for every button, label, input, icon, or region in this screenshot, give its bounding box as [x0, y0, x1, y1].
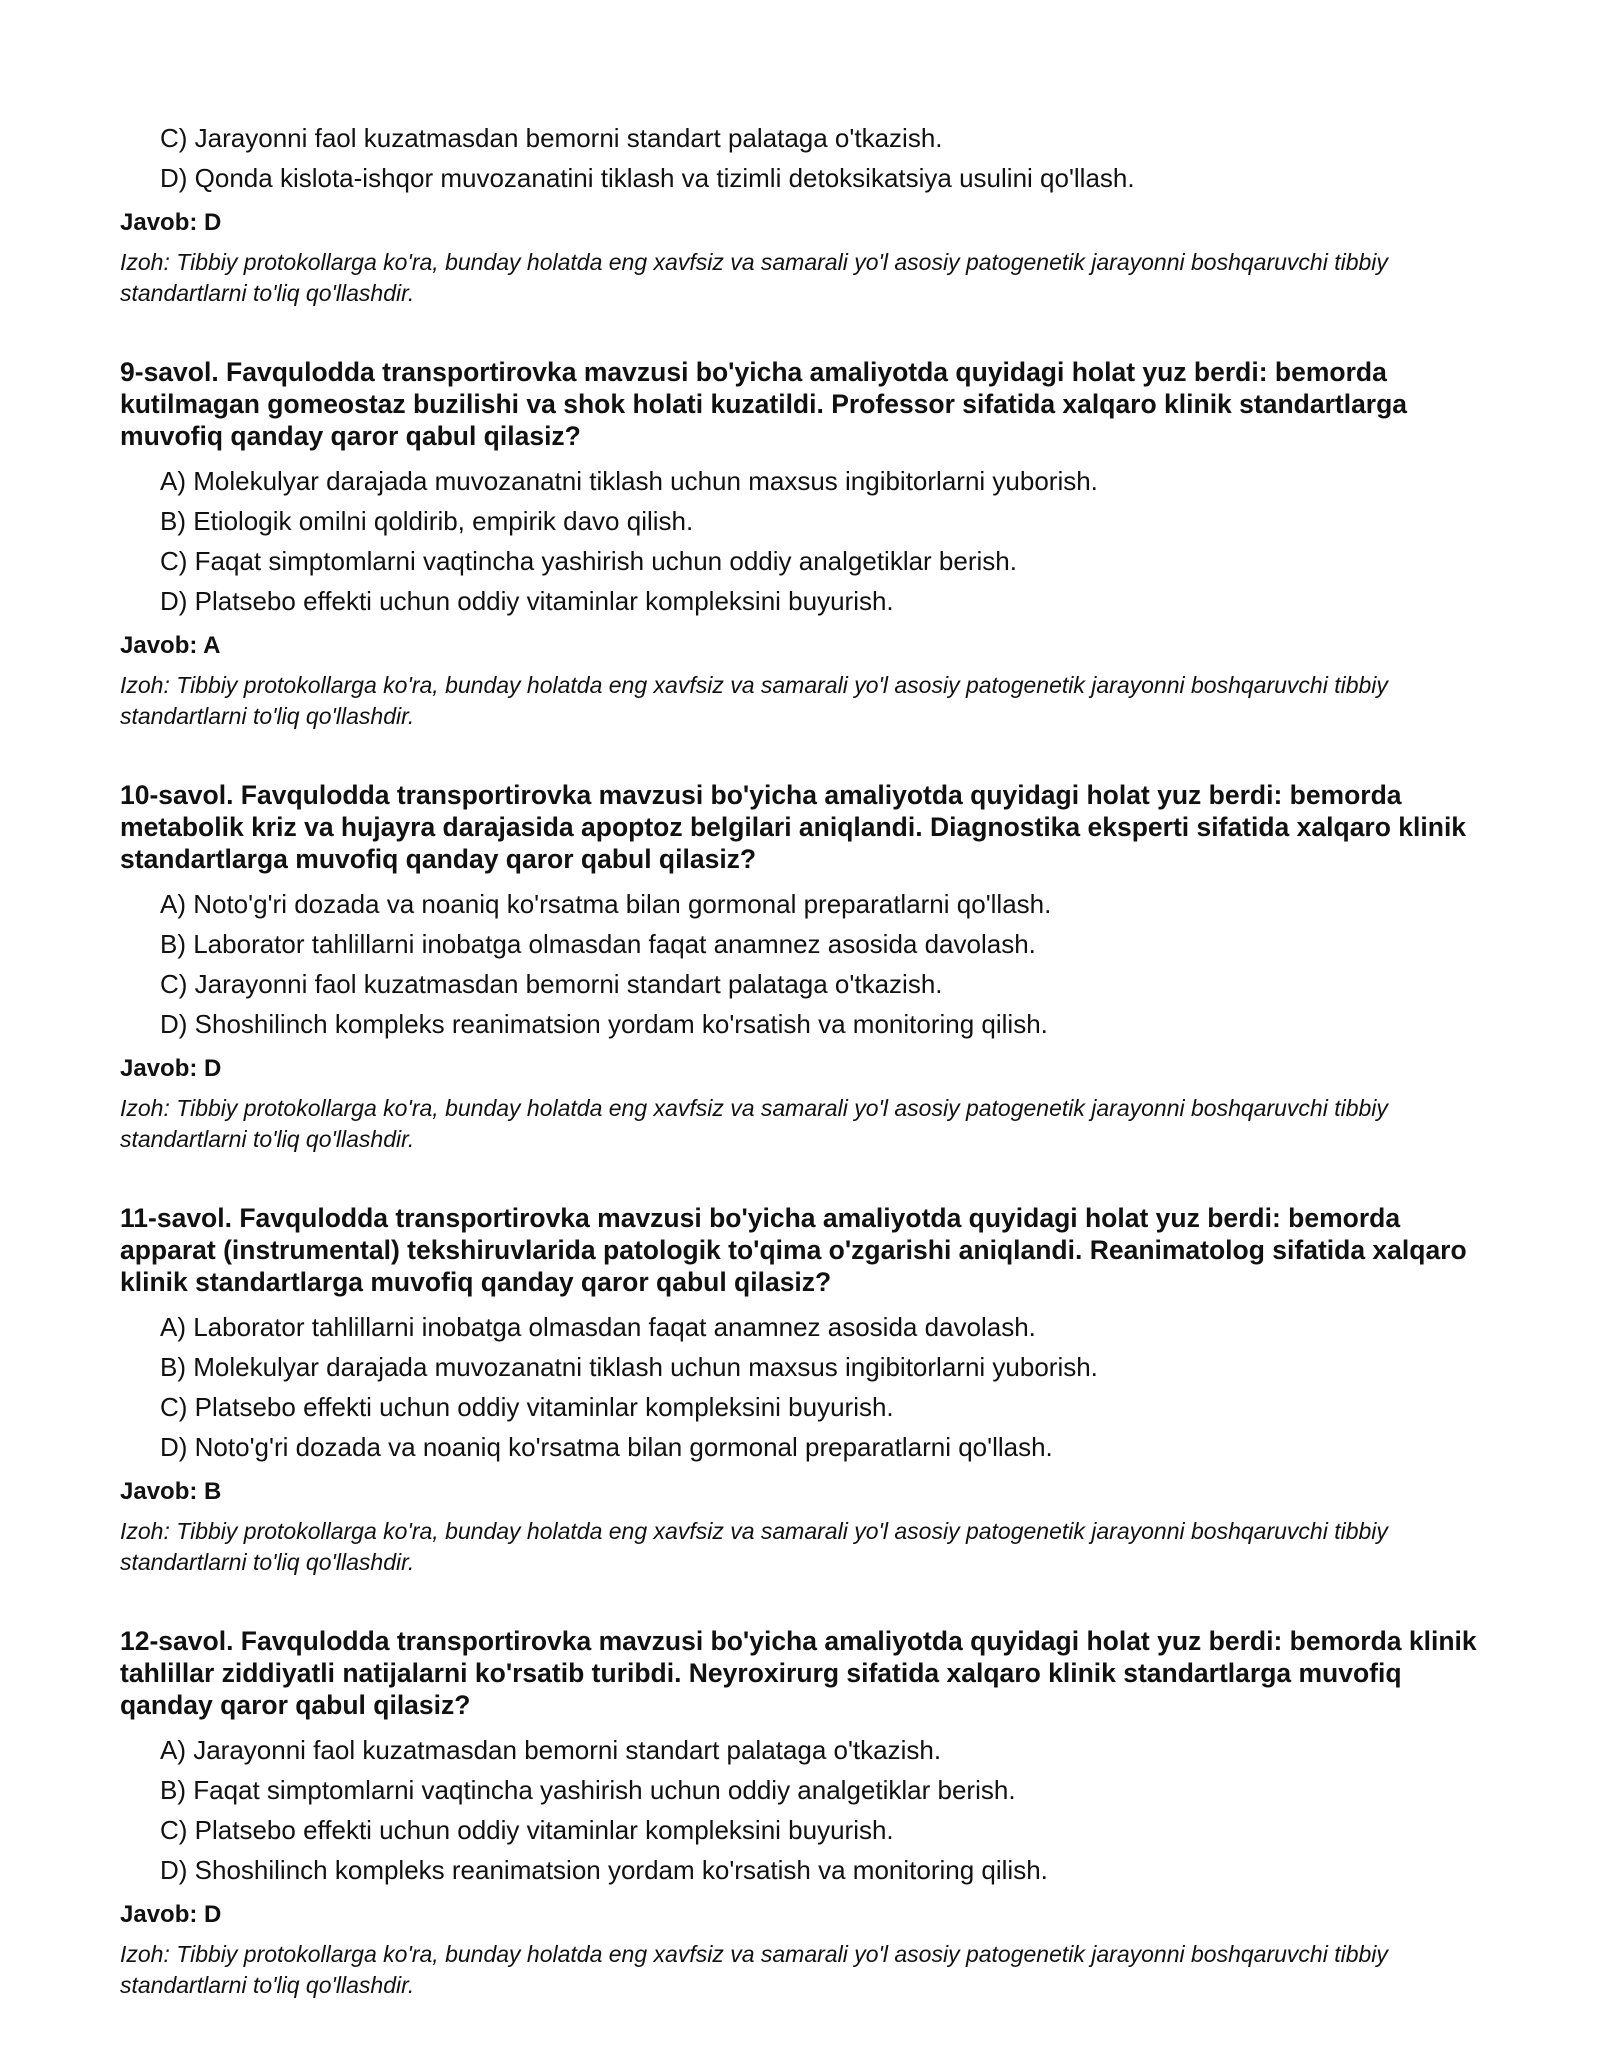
document-page [120, 118, 1490, 2001]
option-a: A) Jarayonni faol kuzatmasdan bemorni standart palataga o'tkazish. [160, 1735, 942, 1765]
question-title: 9-savol. Favqulodda transportirovka mavzusi bo'yicha amaliyotda quyidagi holat yuz berdi: bemorda kutilmagan gomeostaz buzilishi va shok holati kuzatildi. Professor sifatida xalqaro klinik standartlarga muvofiq qanday qaror qabul qilasiz? [120, 357, 1408, 451]
option-d: D) Platsebo effekti uchun oddiy vitaminlar kompleksini buyurish. [160, 586, 894, 616]
explanation: Izoh: Tibbiy protokollarga ko'ra, bunday holatda eng xavfsiz va samarali yo'l asosiy patogenetik jarayonni boshqaruvchi tibbiy standartlarni to'liq qo'llashdir. [120, 1095, 1388, 1152]
question-title: 10-savol. Favqulodda transportirovka mavzusi bo'yicha amaliyotda quyidagi holat yuz berdi: bemorda metabolik kriz va hujayra darajasida apoptoz belgilari aniqlandi. Diagnostika eksperti sifatida xalqaro klinik standartlarga muvofiq qanday qaror qabul qilasiz? [120, 780, 1467, 874]
answer: Javob: D [120, 1055, 222, 1082]
option-b: B) Molekulyar darajada muvozanatni tiklash uchun maxsus ingibitorlarni yuborish. [160, 1352, 1098, 1382]
explanation: Izoh: Tibbiy protokollarga ko'ra, bunday holatda eng xavfsiz va samarali yo'l asosiy patogenetik jarayonni boshqaruvchi tibbiy standartlarni to'liq qo'llashdir. [120, 1941, 1388, 1998]
answer: Javob: A [120, 632, 221, 659]
explanation: Izoh: Tibbiy protokollarga ko'ra, bunday holatda eng xavfsiz va samarali yo'l asosiy patogenetik jarayonni boshqaruvchi tibbiy standartlarni to'liq qo'llashdir. [120, 672, 1388, 729]
question-11 [120, 1202, 1490, 1578]
option-c: C) Jarayonni faol kuzatmasdan bemorni standart palataga o'tkazish. [160, 123, 943, 153]
option-d: D) Qonda kislota-ishqor muvozanatini tiklash va tizimli detoksikatsiya usulini qo'llash. [160, 163, 1135, 193]
answer: Javob: D [120, 1901, 222, 1928]
question-12 [120, 1625, 1490, 2001]
answer: Javob: B [120, 1478, 222, 1505]
answer: Javob: D [120, 209, 222, 236]
option-a: A) Noto'g'ri dozada va noaniq ko'rsatma bilan gormonal preparatlarni qo'llash. [160, 889, 1052, 919]
option-b: B) Laborator tahlillarni inobatga olmasdan faqat anamnez asosida davolash. [160, 929, 1036, 959]
option-c: C) Faqat simptomlarni vaqtincha yashirish uchun oddiy analgetiklar berish. [160, 546, 1017, 576]
option-a: A) Laborator tahlillarni inobatga olmasdan faqat anamnez asosida davolash. [160, 1312, 1036, 1342]
option-c: C) Platsebo effekti uchun oddiy vitaminlar kompleksini buyurish. [160, 1392, 894, 1422]
question-10 [120, 779, 1490, 1155]
explanation: Izoh: Tibbiy protokollarga ko'ra, bunday holatda eng xavfsiz va samarali yo'l asosiy patogenetik jarayonni boshqaruvchi tibbiy standartlarni to'liq qo'llashdir. [120, 249, 1388, 306]
option-d: D) Shoshilinch kompleks reanimatsion yordam ko'rsatish va monitoring qilish. [160, 1855, 1048, 1885]
option-c: C) Jarayonni faol kuzatmasdan bemorni standart palataga o'tkazish. [160, 969, 943, 999]
option-c: C) Platsebo effekti uchun oddiy vitaminlar kompleksini buyurish. [160, 1815, 894, 1845]
option-b: B) Etiologik omilni qoldirib, empirik davo qilish. [160, 506, 694, 536]
option-d: D) Noto'g'ri dozada va noaniq ko'rsatma bilan gormonal preparatlarni qo'llash. [160, 1432, 1053, 1462]
question-9 [120, 356, 1490, 732]
option-a: A) Molekulyar darajada muvozanatni tiklash uchun maxsus ingibitorlarni yuborish. [160, 466, 1098, 496]
explanation: Izoh: Tibbiy protokollarga ko'ra, bunday holatda eng xavfsiz va samarali yo'l asosiy patogenetik jarayonni boshqaruvchi tibbiy standartlarni to'liq qo'llashdir. [120, 1518, 1388, 1575]
option-b: B) Faqat simptomlarni vaqtincha yashirish uchun oddiy analgetiklar berish. [160, 1775, 1016, 1805]
question-title: 11-savol. Favqulodda transportirovka mavzusi bo'yicha amaliyotda quyidagi holat yuz berdi: bemorda apparat (instrumental) tekshiruvlarida patologik to'qima o'zgarishi aniqlandi. Reanimatolog sifatida xalqaro klinik standartlarga muvofiq qanday qaror qabul qilasiz? [120, 1203, 1467, 1297]
option-d: D) Shoshilinch kompleks reanimatsion yordam ko'rsatish va monitoring qilish. [160, 1009, 1048, 1039]
question-8-continuation [120, 118, 1490, 309]
question-title: 12-savol. Favqulodda transportirovka mavzusi bo'yicha amaliyotda quyidagi holat yuz berdi: bemorda klinik tahlillar ziddiyatli natijalarni ko'rsatib turibdi. Neyroxirurg sifatida xalqaro klinik standartlarga muvofiq qanday qaror qabul qilasiz? [120, 1626, 1477, 1720]
